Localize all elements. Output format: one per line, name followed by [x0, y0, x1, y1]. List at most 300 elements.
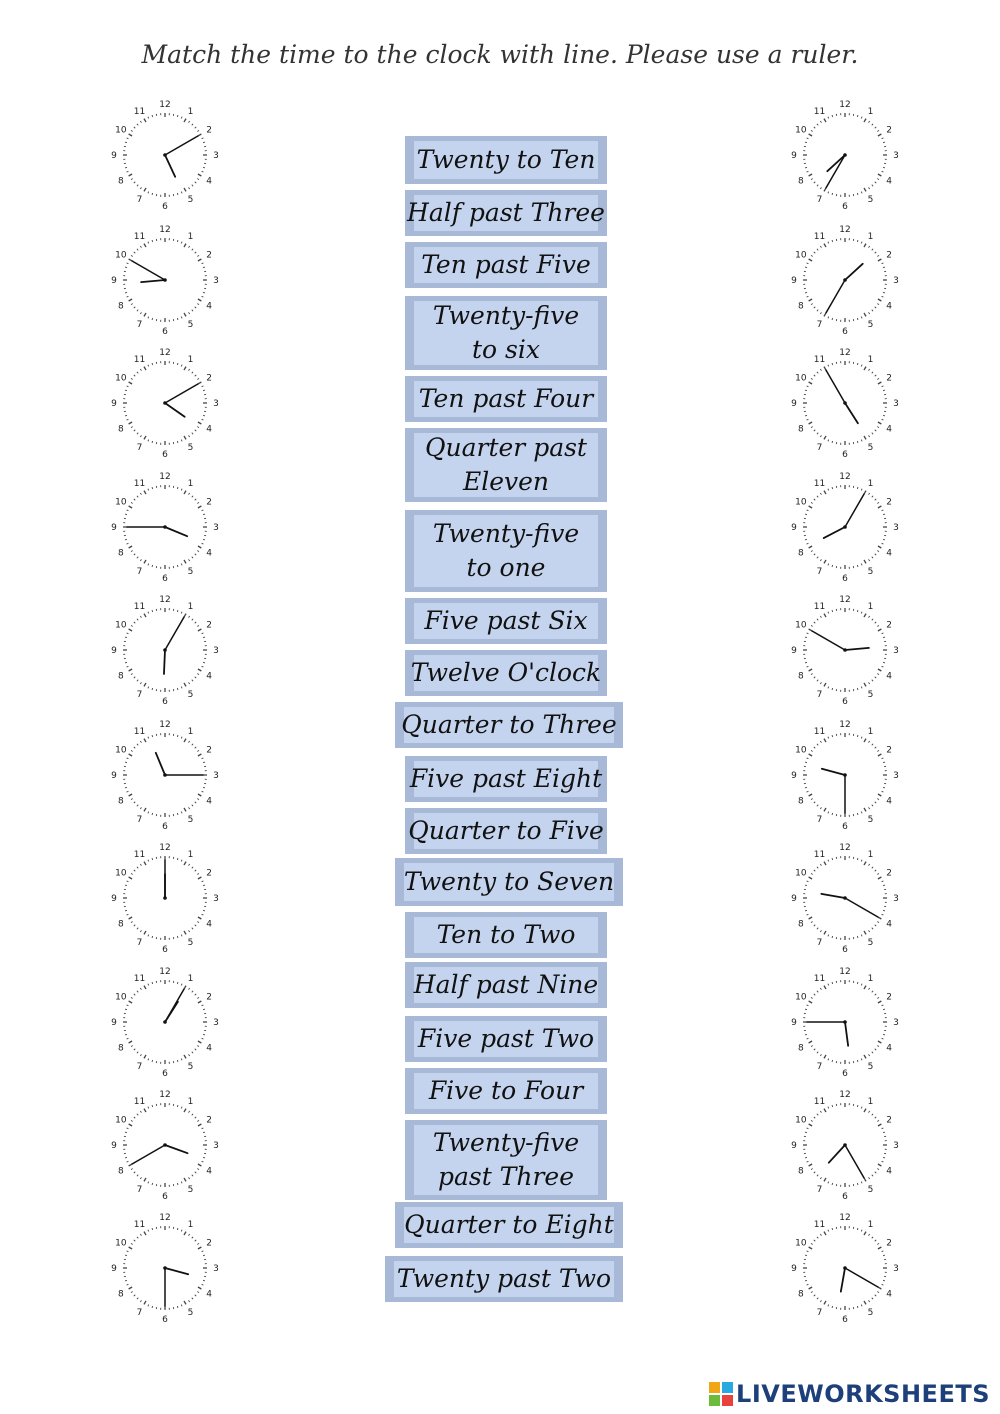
clock-tick [184, 1301, 186, 1304]
clock-tick [131, 1120, 133, 1121]
clock-tick [129, 917, 132, 919]
clock-number: 8 [117, 176, 124, 187]
clock-tick [832, 1306, 833, 1308]
clock-tick [872, 867, 873, 868]
clock-number: 2 [886, 497, 893, 508]
clock-tick [195, 1117, 196, 1118]
clock-number: 4 [206, 919, 213, 930]
clock-tick [152, 735, 153, 737]
clock-tick [807, 881, 809, 882]
clock-number: 11 [133, 849, 146, 860]
clock-tick [203, 662, 205, 663]
clock-tick [189, 369, 190, 371]
clock-tick [184, 862, 186, 865]
clock-number: 8 [117, 671, 124, 682]
clock-number: 9 [111, 276, 117, 286]
time-label-text: Quarter to Five [408, 816, 604, 845]
time-label-box[interactable] [405, 242, 607, 288]
clock-number: 7 [816, 1062, 823, 1073]
clock-tick [137, 557, 138, 558]
clock-tick [869, 1111, 870, 1113]
clock-tick [198, 506, 201, 508]
time-label-box[interactable] [405, 136, 607, 184]
time-label-box[interactable] [385, 1256, 623, 1302]
time-label-box[interactable] [395, 1202, 623, 1248]
clock-tick [814, 925, 815, 926]
clock-tick [811, 130, 813, 131]
clock-tick [872, 744, 873, 745]
clock-tick [864, 313, 866, 316]
clock-number: 10 [115, 992, 127, 1003]
time-label-box[interactable] [405, 650, 607, 696]
clock-number: 11 [133, 231, 146, 242]
clock-tick [152, 688, 153, 690]
clock-tick [189, 988, 190, 990]
clock-number: 1 [867, 726, 874, 737]
clock-tick [195, 430, 196, 431]
clock-tick [807, 633, 809, 634]
clock-tick [195, 554, 196, 555]
clock-tick [817, 744, 818, 745]
time-label-box[interactable] [395, 702, 623, 748]
clock-number: 2 [886, 373, 893, 384]
clock-tick [125, 637, 127, 638]
clock-tick [134, 375, 135, 376]
clock-face [785, 838, 905, 958]
clock-number: 11 [813, 601, 826, 612]
clock-tick [184, 119, 186, 122]
clock-tick [809, 506, 812, 508]
clock-number: 3 [213, 1018, 219, 1028]
clock-number: 9 [111, 151, 117, 161]
clock-tick [177, 115, 178, 117]
clock-tick [875, 747, 876, 748]
right-clock-4[interactable] [785, 467, 905, 587]
clock-tick [861, 117, 862, 119]
clock-tick [152, 318, 153, 320]
clock-tick [127, 881, 129, 882]
clock-face [105, 1208, 225, 1328]
clock-number: 11 [133, 1096, 146, 1107]
clock-tick [872, 185, 873, 186]
clock-tick [882, 1284, 884, 1285]
clock-tick [883, 1034, 885, 1035]
clock-face [785, 467, 905, 587]
clock-tick [814, 622, 815, 623]
clock-tick [152, 441, 153, 443]
clock-tick [820, 807, 821, 809]
clock-tick [877, 997, 879, 998]
clock-tick [203, 1280, 205, 1281]
clock-number: 5 [867, 690, 874, 701]
clock-number: 1 [187, 354, 194, 365]
left-clock-3[interactable] [105, 343, 225, 463]
clock-number: 9 [111, 523, 117, 533]
clock-number: 10 [115, 125, 127, 136]
clock-tick [857, 813, 858, 815]
clock-number: 12 [839, 843, 851, 853]
clock-tick [875, 182, 876, 183]
time-label-box[interactable] [405, 296, 607, 370]
clock-tick [872, 124, 873, 125]
clock-tick [148, 117, 149, 119]
time-label-box[interactable] [405, 1120, 607, 1200]
clock-tick [125, 762, 127, 763]
right-clock-6[interactable] [785, 715, 905, 835]
clock-tick [857, 1228, 858, 1230]
clock-tick [882, 386, 884, 387]
clock-number: 12 [839, 225, 851, 235]
clock-tick [197, 997, 199, 998]
clock-tick [857, 858, 858, 860]
clock-number: 9 [111, 1018, 117, 1028]
clock-number: 6 [842, 574, 848, 584]
clock-tick [882, 633, 884, 634]
clock-number: 2 [886, 620, 893, 631]
clock-face [785, 590, 905, 710]
clock-tick [832, 441, 833, 443]
clock-number: 8 [117, 1166, 124, 1177]
clock-tick [882, 914, 884, 915]
clock-tick [820, 741, 821, 743]
time-label-box[interactable] [405, 756, 607, 802]
clock-tick [807, 543, 809, 544]
clock-tick [144, 1178, 146, 1181]
right-clock-10[interactable] [785, 1208, 905, 1328]
clock-tick [195, 307, 196, 308]
left-clock-7[interactable] [105, 838, 225, 958]
clock-tick [805, 637, 807, 638]
clock-number: 4 [886, 1166, 893, 1177]
clock-number: 5 [867, 815, 874, 826]
clock-tick [127, 791, 129, 792]
left-clock-1[interactable] [105, 95, 225, 215]
clock-number: 6 [842, 327, 848, 337]
clock-tick [195, 677, 196, 678]
clock-tick [181, 117, 182, 119]
clock-tick [878, 877, 881, 879]
clock-tick [824, 1109, 826, 1112]
clock-tick [131, 674, 133, 675]
clock-tick [805, 292, 807, 293]
clock-tick [192, 433, 193, 434]
time-label-box[interactable] [405, 190, 607, 236]
left-clock-2[interactable] [105, 220, 225, 340]
clock-number: 2 [206, 373, 213, 384]
clock-tick [144, 739, 146, 742]
clock-tick [140, 1111, 141, 1113]
clock-tick [140, 616, 141, 618]
clock-number: 9 [791, 1018, 797, 1028]
clock-tick [857, 610, 858, 612]
clock-tick [814, 1172, 815, 1173]
clock-number: 5 [867, 938, 874, 949]
clock-number: 5 [187, 320, 194, 331]
clock-tick [127, 666, 129, 667]
clock-number: 11 [813, 231, 826, 242]
clock-tick [144, 683, 146, 686]
clock-tick [189, 1054, 190, 1056]
clock-number: 8 [797, 424, 804, 435]
time-label-text: Twenty past Two [396, 1264, 612, 1293]
clock-tick [811, 1120, 813, 1121]
clock-tick [817, 1298, 818, 1299]
clock-tick [137, 1114, 138, 1115]
clock-tick [805, 885, 807, 886]
clock-tick [197, 502, 199, 503]
clock-tick [877, 1046, 879, 1047]
clock-number: 4 [206, 1289, 213, 1300]
time-label-box[interactable] [405, 598, 607, 644]
clock-tick [148, 812, 149, 814]
clock-tick [181, 242, 182, 244]
clock-tick [805, 762, 807, 763]
clock-tick [882, 666, 884, 667]
minute-hand [165, 989, 184, 1022]
clock-tick [883, 142, 885, 143]
clock-tick [202, 419, 204, 420]
minute-hand [812, 631, 845, 650]
clock-tick [140, 807, 141, 809]
clock-tick [809, 794, 812, 796]
time-label-box[interactable] [405, 510, 607, 592]
clock-number: 10 [795, 992, 807, 1003]
clock-tick [809, 917, 812, 919]
clock-tick [131, 997, 133, 998]
clock-tick [811, 427, 813, 428]
clock-number: 6 [162, 574, 168, 584]
clock-tick [203, 762, 205, 763]
left-clock-6[interactable] [105, 715, 225, 835]
clock-center [163, 773, 167, 777]
clock-tick [877, 750, 879, 751]
left-clock-10[interactable] [105, 1208, 225, 1328]
clock-tick [125, 539, 127, 540]
clock-tick [177, 982, 178, 984]
clock-tick [129, 299, 132, 301]
clock-tick [864, 931, 866, 934]
clock-tick [148, 1107, 149, 1109]
clock-tick [131, 1169, 133, 1170]
clock-number: 5 [187, 1185, 194, 1196]
clock-tick [811, 551, 813, 552]
clock-tick [861, 242, 862, 244]
clock-face [785, 715, 905, 835]
clock-center [163, 896, 167, 900]
clock-number: 3 [893, 151, 899, 161]
clock-number: 7 [136, 690, 143, 701]
time-label-box[interactable] [405, 912, 607, 958]
right-clock-9[interactable] [785, 1085, 905, 1205]
hour-hand [845, 648, 869, 650]
clock-tick [864, 1301, 866, 1304]
clock-tick [883, 1132, 885, 1133]
clock-tick [820, 187, 821, 189]
clock-tick [189, 121, 190, 123]
clock-center [843, 1266, 847, 1270]
clock-tick [864, 739, 866, 742]
clock-tick [197, 551, 199, 552]
clock-tick [134, 1295, 135, 1296]
clock-tick [140, 1054, 141, 1056]
clock-tick [857, 441, 858, 443]
clock-tick [809, 1124, 812, 1126]
clock-tick [202, 296, 204, 297]
clock-tick [814, 1117, 815, 1118]
clock-tick [137, 867, 138, 868]
clock-number: 9 [111, 646, 117, 656]
right-clock-3[interactable] [785, 343, 905, 463]
clock-tick [198, 917, 201, 919]
clock-tick [828, 984, 829, 986]
clock-tick [198, 754, 201, 756]
time-label-box[interactable] [405, 428, 607, 502]
clock-tick [882, 791, 884, 792]
clock-tick [184, 808, 186, 811]
clock-tick [129, 382, 132, 384]
clock-tick [817, 433, 818, 434]
clock-tick [883, 1280, 885, 1281]
clock-tick [814, 252, 815, 253]
clock-center [843, 896, 847, 900]
clock-tick [189, 807, 190, 809]
clock-tick [177, 193, 178, 195]
right-clock-5[interactable] [785, 590, 905, 710]
clock-tick [195, 925, 196, 926]
clock-tick [184, 313, 186, 316]
clock-tick [883, 762, 885, 763]
clock-tick [197, 750, 199, 751]
clock-face [105, 715, 225, 835]
clock-number: 5 [867, 320, 874, 331]
clock-tick [869, 741, 870, 743]
time-label-box[interactable] [395, 858, 623, 906]
clock-tick [192, 496, 193, 497]
clock-tick [809, 1001, 812, 1003]
clock-tick [878, 506, 881, 508]
clock-number: 1 [867, 478, 874, 489]
time-label-box[interactable] [405, 376, 607, 422]
left-clock-8[interactable] [105, 962, 225, 1082]
left-clock-4[interactable] [105, 467, 225, 587]
clock-number: 7 [136, 567, 143, 578]
clock-tick [144, 436, 146, 439]
clock-tick [184, 491, 186, 494]
time-label-box[interactable] [405, 1016, 607, 1062]
clock-tick [137, 310, 138, 311]
clock-tick [144, 614, 146, 617]
clock-tick [861, 564, 862, 566]
clock-tick [814, 994, 815, 995]
clock-tick [137, 991, 138, 992]
clock-tick [817, 928, 818, 929]
clock-tick [131, 427, 133, 428]
time-label-box[interactable] [405, 808, 607, 854]
left-clock-9[interactable] [105, 1085, 225, 1205]
clock-face [105, 220, 225, 340]
left-clock-5[interactable] [105, 590, 225, 710]
clock-tick [861, 1182, 862, 1184]
right-clock-8[interactable] [785, 962, 905, 1082]
clock-tick [861, 687, 862, 689]
clock-tick [864, 986, 866, 989]
clock-number: 9 [791, 151, 797, 161]
right-clock-1[interactable] [785, 95, 905, 215]
clock-tick [820, 1234, 821, 1236]
clock-tick [152, 1228, 153, 1230]
clock-tick [872, 249, 873, 250]
minute-hand [826, 155, 845, 188]
right-clock-2[interactable] [785, 220, 905, 340]
clock-tick [805, 1157, 807, 1158]
clock-tick [857, 363, 858, 365]
clock-tick [152, 1060, 153, 1062]
clock-tick [824, 1178, 826, 1181]
minute-hand [132, 261, 165, 280]
time-label-box[interactable] [405, 962, 607, 1008]
clock-tick [198, 794, 201, 796]
clock-tick [125, 910, 127, 911]
clock-tick [875, 925, 876, 926]
clock-center [843, 153, 847, 157]
hour-hand [845, 403, 858, 423]
clock-tick [131, 750, 133, 751]
clock-number: 1 [187, 106, 194, 117]
clock-tick [869, 930, 870, 932]
minute-hand [826, 280, 845, 313]
clock-tick [883, 539, 885, 540]
clock-tick [814, 802, 815, 803]
right-clock-7[interactable] [785, 838, 905, 958]
clock-tick [807, 386, 809, 387]
clock-tick [144, 188, 146, 191]
clock-number: 6 [162, 327, 168, 337]
clock-tick [828, 365, 829, 367]
clock-number: 2 [886, 250, 893, 261]
clock-tick [877, 922, 879, 923]
clock-tick [197, 625, 199, 626]
clock-tick [148, 317, 149, 319]
clock-tick [814, 430, 815, 431]
clock-tick [869, 435, 870, 437]
clock-tick [177, 363, 178, 365]
clock-tick [131, 255, 133, 256]
clock-tick [809, 259, 812, 261]
clock-tick [875, 1117, 876, 1118]
clock-center [843, 278, 847, 282]
clock-tick [181, 687, 182, 689]
clock-tick [198, 1001, 201, 1003]
clock-tick [125, 514, 127, 515]
clock-number: 4 [206, 796, 213, 807]
time-label-box[interactable] [405, 1068, 607, 1114]
clock-number: 9 [791, 646, 797, 656]
clock-number: 6 [842, 697, 848, 707]
clock-number: 5 [867, 567, 874, 578]
clock-tick [197, 304, 199, 305]
clock-tick [832, 115, 833, 117]
clock-tick [197, 922, 199, 923]
clock-number: 11 [133, 726, 146, 737]
clock-tick [140, 187, 141, 189]
clock-tick [807, 1161, 809, 1162]
clock-number: 5 [187, 690, 194, 701]
clock-tick [882, 296, 884, 297]
minute-hand [165, 384, 198, 403]
clock-center [843, 1143, 847, 1147]
clock-face [105, 343, 225, 463]
hour-hand [841, 1268, 845, 1292]
